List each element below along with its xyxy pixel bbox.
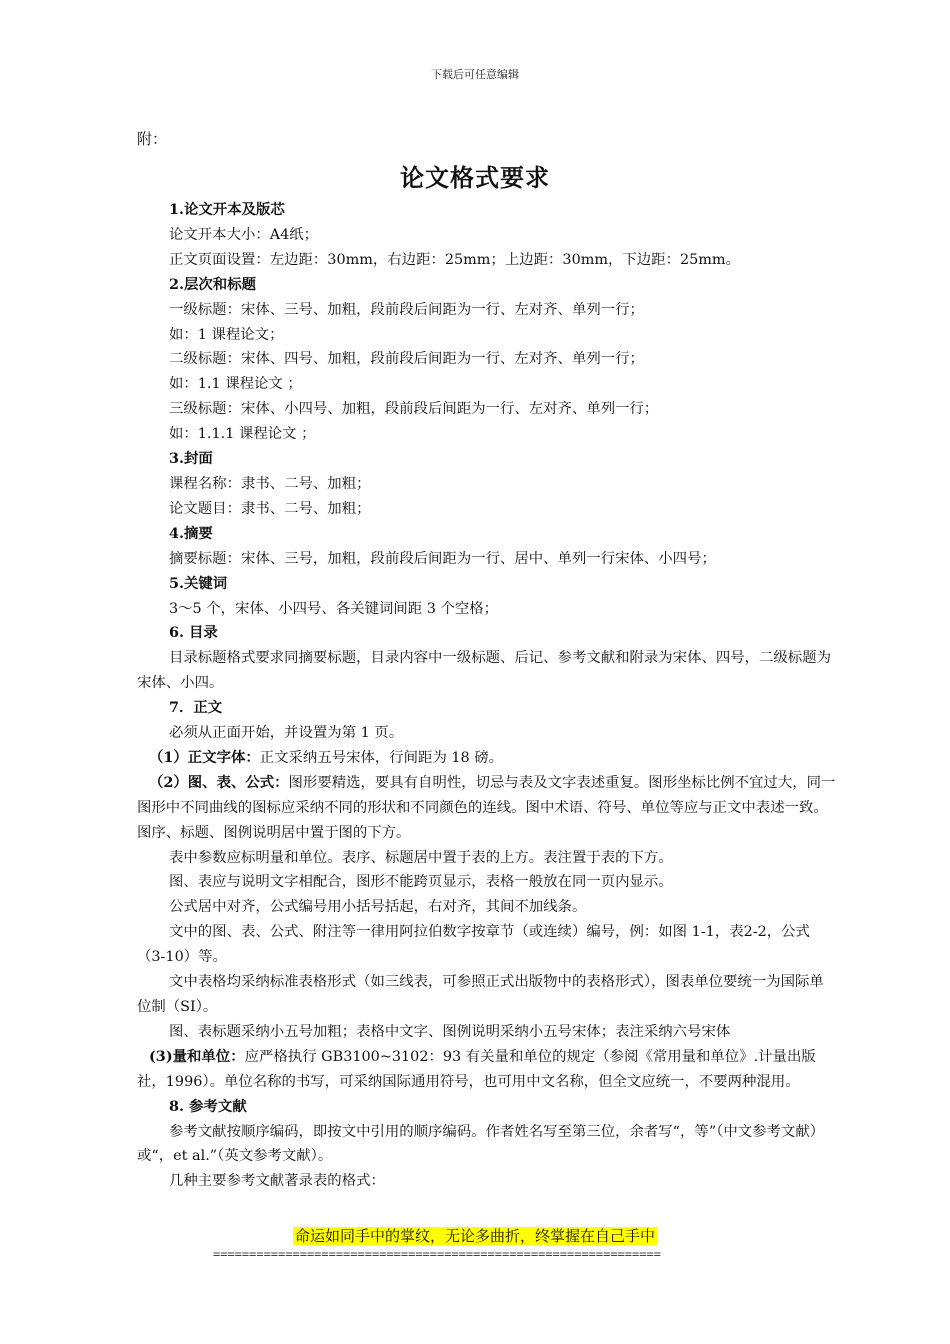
paragraph: 文中表格均采纳标准表格形式（如三线表，可参照正式出版物中的表格形式），图表单位要统一为国际单位制（SI）。 [137,974,824,1015]
paragraph: 摘要标题：宋体、三号，加粗，段前段后间距为一行、居中、单列一行宋体、小四号； [169,550,716,567]
paragraph: 二级标题：宋体、四号、加粗，段前段后间距为一行、左对齐、单列一行； [169,351,644,368]
inline-label: (3)量和单位： [149,1047,245,1065]
paragraph: 必须从正面开始，并设置为第 1 页。 [169,725,404,742]
inline-text: 应严格执行 GB3100~3102：93 有关量和单位的规定（参阅《常用量和单位》.计量出版社，1996）。单位名称的书写，可采纳国际通用符号，也可用中文名称，但全文应统一，不要两种混用。 [137,1048,816,1090]
highlighted-quote: 命运如同手中的掌纹，无论多曲折，终掌握在自己手中 [294,1227,655,1245]
paragraph: 如：1.1.1 课程论文 ； [169,426,316,443]
document-title: 论文格式要求 [400,163,550,192]
paragraph: 目录标题格式要求同摘要标题，目录内容中一级标题、后记、参考文献和附录为宋体、四号，二级标题为宋体、小四。 [137,650,831,692]
section-heading-5: 5.关键词 [169,574,228,592]
paragraph [137,1045,837,1095]
paragraph: 如：1 课程论文； [169,326,284,343]
section-heading-4: 4.摘要 [169,524,213,542]
attachment-label: 附： [137,130,168,148]
paragraph: 课程名称：隶书、二号、加粗； [169,475,371,492]
inline-text: 正文采纳五号宋体，行间距为 18 磅。 [259,749,504,766]
paragraph: 一级标题：宋体、三号、加粗，段前段后间距为一行、左对齐、单列一行； [169,301,644,318]
paragraph: 三级标题：宋体、小四号、加粗，段前段后间距为一行、左对齐、单列一行； [169,401,659,418]
paragraph: 图、表应与说明文字相配合，图形不能跨页显示，表格一般放在同一页内显示。 [169,874,673,891]
section-heading-7: 7．正文 [169,699,223,717]
inline-label: （1）正文字体： [149,748,260,766]
document-body [137,198,837,1194]
paragraph [137,746,837,771]
footer-quote [0,1225,950,1246]
paragraph: 表中参数应标明量和单位。表序、标题居中置于表的上方。表注置于表的下方。 [169,849,673,866]
paragraph [137,771,837,846]
paragraph: 几种主要参考文献著录表的格式： [169,1173,385,1190]
inline-text: 图形要精选，要具有自明性，切忌与表及文字表述重复。图形坐标比例不宜过大，同一图形中不同曲线的图标应采纳不同的形状和不同颜色的连线。图中术语、符号、单位等应与正文中表述一致。图序、标题、图例说明居中置于图的下方。 [137,774,836,841]
section-heading-8: 8. 参考文献 [169,1097,247,1115]
paragraph: 文中的图、表、公式、附注等一律用阿拉伯数字按章节（或连续）编号，例：如图 1-1，表2-2，公式（3-10）等。 [137,924,810,966]
section-heading-2: 2.层次和标题 [169,275,256,293]
paragraph: 论文开本大小：A4纸； [169,226,319,243]
paragraph: 3～5 个，宋体、小四号、各关键词间距 3 个空格； [169,600,499,617]
footer-divider: ============================================================== [213,1247,661,1261]
section-heading-3: 3.封面 [169,450,213,468]
paragraph: 如：1.1 课程论文 ； [169,376,302,393]
paragraph: 正文页面设置：左边距：30mm，右边距：25mm；上边距：30mm，下边距：25mm。 [169,251,740,268]
inline-label: （2）图、表、公式： [149,773,289,791]
paragraph: 图、表标题采纳小五号加粗；表格中文字、图例说明采纳小五号宋体；表注采纳六号宋体 [169,1023,731,1040]
paragraph: 参考文献按顺序编码，即按文中引用的顺序编码。作者姓名写至第三位，余者写“，等”（中文参考文献）或“，et al.”（英文参考文献）。 [137,1123,825,1165]
section-heading-1: 1.论文开本及版芯 [169,201,285,218]
paragraph: 公式居中对齐，公式编号用小括号括起，右对齐，其间不加线条。 [169,899,587,916]
section-heading-6: 6. 目录 [169,624,218,642]
paragraph: 论文题目：隶书、二号、加粗； [169,500,371,517]
page-header: 下载后可任意编辑 [431,68,519,81]
